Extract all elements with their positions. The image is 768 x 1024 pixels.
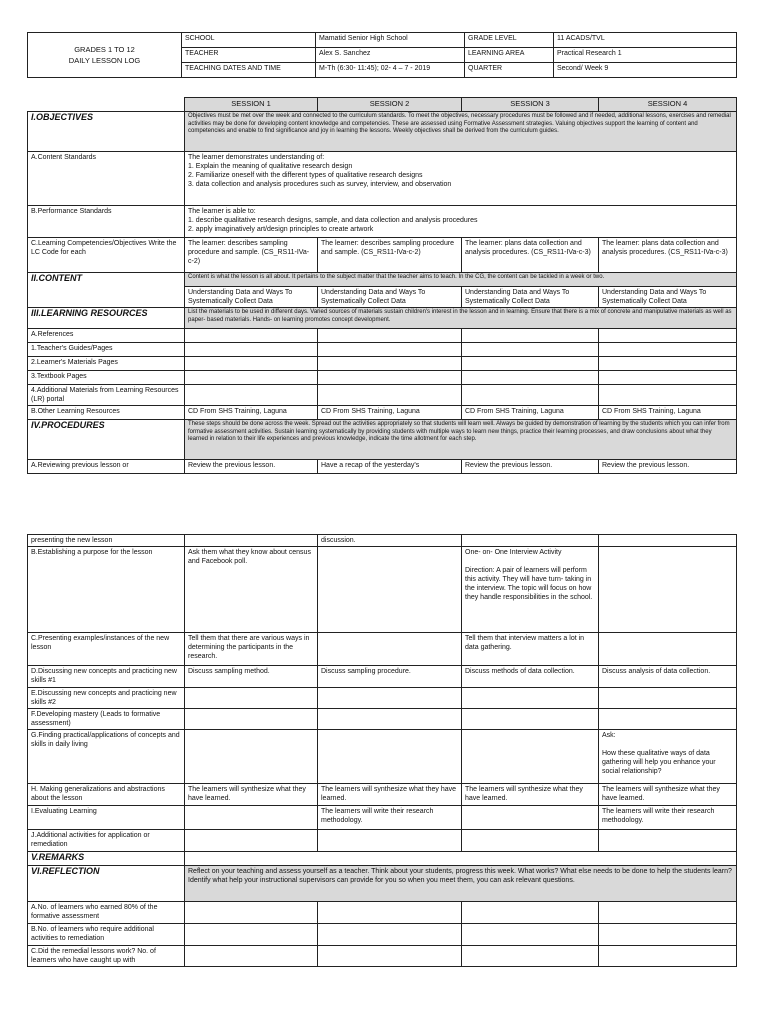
- learning-area-value: Practical Research 1: [554, 48, 737, 63]
- teacher-label: TEACHER: [182, 48, 316, 63]
- content-standards-line: 3. data collection and analysis procedures such as survey, interview, and observation: [188, 181, 452, 188]
- teaching-dates-label: TEACHING DATES AND TIME: [182, 63, 316, 78]
- procedures-note: These steps should be done across the week. Spread out the activities appropriately so that students will learn well. Always be guided by demonstration of learning by the students which you can infer from formative assessment activities. Sustain learning systematically by providing students with multiple ways to learn new things, practice their learning processes, and draw conclusions about what they learned in relation to their life experiences and previous knowledge, indicate the time allotment for each step.: [185, 420, 737, 460]
- discuss1-session-3: Discuss methods of data collection.: [462, 666, 599, 688]
- discuss1-session-4: Discuss analysis of data collection.: [599, 666, 737, 688]
- session-2-header: SESSION 2: [318, 98, 462, 112]
- additional-activities-label: J.Additional activities for application or remediation: [28, 830, 185, 852]
- grade-level-label: GRADE LEVEL: [465, 33, 554, 48]
- discuss1-session-2: Discuss sampling procedure.: [318, 666, 462, 688]
- reviewing-session-1: Review the previous lesson.: [185, 460, 318, 474]
- remarks-label: V.REMARKS: [28, 852, 185, 866]
- content-session-1: Understanding Data and Ways To Systematically Collect Data: [185, 287, 318, 308]
- learning-area-label: LEARNING AREA: [465, 48, 554, 63]
- reviewing-session-3: Review the previous lesson.: [462, 460, 599, 474]
- examples-session-1: Tell them that there are various ways in determining the participants in the research.: [185, 633, 318, 666]
- quarter-label: QUARTER: [465, 63, 554, 78]
- content-standards-label: A.Content Standards: [28, 152, 185, 206]
- teachers-guides-label: 1.Teacher's Guides/Pages: [28, 343, 185, 357]
- learners-materials-label: 2.Learner's Materials Pages: [28, 357, 185, 371]
- learners-remediation-label: B.No. of learners who require additional activities to remediation: [28, 924, 185, 946]
- presenting-session-4: [599, 535, 737, 547]
- reviewing-session-2: Have a recap of the yesterday's: [318, 460, 462, 474]
- presenting-label: presenting the new lesson: [28, 535, 185, 547]
- school-label: SCHOOL: [182, 33, 316, 48]
- school-value: Mamatid Senior High School: [316, 33, 465, 48]
- presenting-session-3: [462, 535, 599, 547]
- content-note: Content is what the lesson is all about. It pertains to the subject matter that the teacher aims to teach. In the CG, the content can be tackled in a week or two.: [185, 273, 737, 287]
- generalizations-session-3: The learners will synthesize what they have learned.: [462, 784, 599, 806]
- session-4-header: SESSION 4: [599, 98, 737, 112]
- evaluating-session-2: The learners will write their research methodology.: [318, 806, 462, 830]
- blank-corner: [28, 98, 185, 112]
- reflection-label: VI.REFLECTION: [28, 866, 185, 902]
- session-1-header: SESSION 1: [185, 98, 318, 112]
- practical-label: G.Finding practical/applications of concepts and skills in daily living: [28, 730, 185, 784]
- content-session-2: Understanding Data and Ways To Systematically Collect Data: [318, 287, 462, 308]
- dll-title-line1: GRADES 1 TO 12: [74, 45, 135, 54]
- evaluating-label: I.Evaluating Learning: [28, 806, 185, 830]
- competencies-label: C.Learning Competencies/Objectives Write the LC Code for each: [28, 238, 185, 273]
- reviewing-label: A.Reviewing previous lesson or: [28, 460, 185, 474]
- learning-resources-note: List the materials to be used in different days. Varied sources of materials sustain children's interest in the lesson and in learning. Ensure that there is a mix of concrete and manipulative materials as well as paper- based materials. Hands- on learning promotes concept development.: [185, 308, 737, 329]
- content-standards-text: [185, 152, 737, 206]
- other-resources-session-4: CD From SHS Training, Laguna: [599, 406, 737, 420]
- textbook-pages-label: 3.Textbook Pages: [28, 371, 185, 385]
- objectives-label: I.OBJECTIVES: [28, 112, 185, 152]
- mastery-label: F.Developing mastery (Leads to formative assessment): [28, 709, 185, 730]
- header-table: [27, 32, 737, 78]
- content-standards-line: 1. Explain the meaning of qualitative research design: [188, 163, 353, 170]
- references-label: A.References: [28, 329, 185, 343]
- practical-ask: Ask:: [602, 732, 616, 739]
- generalizations-session-2: The learners will synthesize what they have learned.: [318, 784, 462, 806]
- performance-standards-text: [185, 206, 737, 238]
- reflection-note: Reflect on your teaching and assess yourself as a teacher. Think about your students, progress this week. What works? What else needs to be done to help the students learn? Identify what help your instructional supervisors can provide for you so when you meet them, you can ask relevant questions.: [185, 866, 737, 902]
- practical-question: How these qualitative ways of data gathering will help you enhance your social relationship?: [602, 750, 716, 775]
- generalizations-label: H. Making generalizations and abstractions about the lesson: [28, 784, 185, 806]
- dll-title: [28, 33, 182, 78]
- objectives-note: Objectives must be met over the week and connected to the curriculum standards. To meet the objectives, necessary procedures must be followed and if needed, additional lessons, exercises and remedial activities may be done for developing content knowledge and competencies. These are assessed using Formative Assessment strategies. Valuing objectives support the learning of content and competencies and enable to find significance and joy in learning the lessons. Weekly objectives shall be derived from the curriculum guides.: [185, 112, 737, 152]
- discuss1-label: D.Discussing new concepts and practicing new skills #1: [28, 666, 185, 688]
- discuss1-session-1: Discuss sampling method.: [185, 666, 318, 688]
- quarter-value: Second/ Week 9: [554, 63, 737, 78]
- competency-session-3: The learner: plans data collection and analysis procedures. (CS_RS11-IVa-c-3): [462, 238, 599, 273]
- competency-session-2: The learner: describes sampling procedure and sample. (CS_RS11-IVa-c-2): [318, 238, 462, 273]
- examples-session-3: Tell them that interview matters a lot in data gathering.: [462, 633, 599, 666]
- competency-session-1: The learner: describes sampling procedure and sample. (CS_RS11-IVa-c-2): [185, 238, 318, 273]
- content-session-4: Understanding Data and Ways To Systematically Collect Data: [599, 287, 737, 308]
- performance-standards-label: B.Performance Standards: [28, 206, 185, 238]
- learners-80-label: A.No. of learners who earned 80% of the formative assessment: [28, 902, 185, 924]
- teacher-value: Alex S. Sanchez: [316, 48, 465, 63]
- other-resources-session-3: CD From SHS Training, Laguna: [462, 406, 599, 420]
- lesson-log-table-page1: [27, 97, 737, 474]
- reviewing-session-4: Review the previous lesson.: [599, 460, 737, 474]
- performance-standards-line: 1. describe qualitative research designs, sample, and data collection and analysis procedures: [188, 217, 478, 224]
- learning-resources-label: III.LEARNING RESOURCES: [28, 308, 185, 329]
- purpose-session-1: Ask them what they know about census and Facebook poll.: [185, 547, 318, 633]
- content-standards-line: The learner demonstrates understanding of:: [188, 154, 325, 161]
- performance-standards-line: The learner is able to:: [188, 208, 256, 215]
- other-resources-label: B.Other Learning Resources: [28, 406, 185, 420]
- other-resources-session-1: CD From SHS Training, Laguna: [185, 406, 318, 420]
- content-label: II.CONTENT: [28, 273, 185, 308]
- interview-activity-direction: Direction: A pair of learners will perform this activity. They will have turn- taking in the interview. The topic will focus on how they handle responsibilities in the school.: [465, 567, 593, 601]
- generalizations-session-4: The learners will synthesize what they have learned.: [599, 784, 737, 806]
- competency-session-4: The learner: plans data collection and analysis procedures. (CS_RS11-IVa-c-3): [599, 238, 737, 273]
- teaching-dates-value: M-Th (6:30- 11:45); 02- 4 – 7 - 2019: [316, 63, 465, 78]
- other-resources-session-2: CD From SHS Training, Laguna: [318, 406, 462, 420]
- procedures-label: IV.PROCEDURES: [28, 420, 185, 460]
- purpose-session-3: [462, 547, 599, 633]
- evaluating-session-4: The learners will write their research methodology.: [599, 806, 737, 830]
- session-3-header: SESSION 3: [462, 98, 599, 112]
- remedial-lessons-label: C.Did the remedial lessons work? No. of learners who have caught up with: [28, 946, 185, 967]
- presenting-session-1: [185, 535, 318, 547]
- grade-level-value: 11 ACADS/TVL: [554, 33, 737, 48]
- generalizations-session-1: The learners will synthesize what they have learned.: [185, 784, 318, 806]
- dll-title-line2: DAILY LESSON LOG: [68, 56, 141, 65]
- examples-label: C.Presenting examples/instances of the new lesson: [28, 633, 185, 666]
- lr-portal-label: 4.Additional Materials from Learning Resources (LR) portal: [28, 385, 185, 406]
- content-session-3: Understanding Data and Ways To Systematically Collect Data: [462, 287, 599, 308]
- interview-activity-title: One- on- One Interview Activity: [465, 549, 562, 556]
- practical-session-4: [599, 730, 737, 784]
- discuss2-label: E.Discussing new concepts and practicing new skills #2: [28, 688, 185, 709]
- content-standards-line: 2. Familiarize oneself with the different types of qualitative research designs: [188, 172, 423, 179]
- presenting-session-2: discussion.: [318, 535, 462, 547]
- performance-standards-line: 2. apply imaginatively art/design principles to create artwork: [188, 226, 374, 233]
- purpose-label: B.Establishing a purpose for the lesson: [28, 547, 185, 633]
- lesson-log-table-page2: [27, 534, 737, 967]
